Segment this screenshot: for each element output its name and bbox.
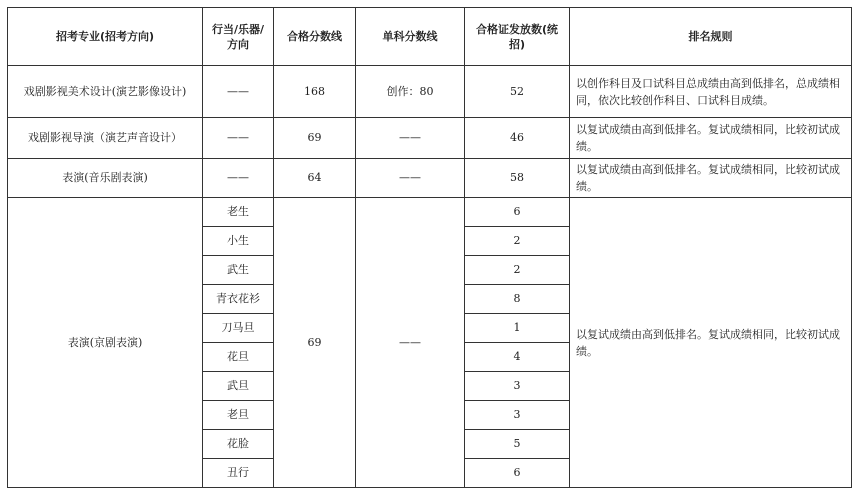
- category-cell: 青衣花衫: [203, 285, 274, 314]
- header-category: 行当/乐器/方向: [203, 8, 274, 66]
- single-score-cell: ——: [356, 118, 465, 159]
- category-cell: 武生: [203, 256, 274, 285]
- category-cell: 丑行: [203, 459, 274, 488]
- major-cell: 戏剧影视美术设计(演艺影像设计): [8, 66, 203, 118]
- category-cell: 花脸: [203, 430, 274, 459]
- category-cell: ——: [203, 118, 274, 159]
- single-score-cell: 创作：80: [356, 66, 465, 118]
- category-cell: 老旦: [203, 401, 274, 430]
- table-row: [8, 198, 852, 227]
- pass-score-cell: 69: [274, 118, 356, 159]
- ranking-rule-cell: 以复试成绩由高到低排名。复试成绩相同，比较初试成绩。: [570, 118, 852, 159]
- cert-count-cell: 3: [465, 401, 570, 430]
- cert-count-cell: 52: [465, 66, 570, 118]
- table-row: [8, 159, 852, 198]
- header-pass-score: 合格分数线: [274, 8, 356, 66]
- ranking-rule-cell: 以创作科目及口试科目总成绩由高到低排名，总成绩相同，依次比较创作科目、口试科目成绩。: [570, 66, 852, 118]
- cert-count-cell: 2: [465, 227, 570, 256]
- cert-count-cell: 58: [465, 159, 570, 198]
- single-score-cell: ——: [356, 198, 465, 488]
- pass-score-cell: 69: [274, 198, 356, 488]
- header-row: [8, 8, 852, 66]
- cert-count-cell: 2: [465, 256, 570, 285]
- cert-count-cell: 6: [465, 459, 570, 488]
- cert-count-cell: 46: [465, 118, 570, 159]
- category-cell: 武旦: [203, 372, 274, 401]
- category-cell: ——: [203, 159, 274, 198]
- category-cell: 花旦: [203, 343, 274, 372]
- major-cell: 戏剧影视导演（演艺声音设计）: [8, 118, 203, 159]
- cert-count-cell: 4: [465, 343, 570, 372]
- pass-score-cell: 168: [274, 66, 356, 118]
- header-major: 招考专业(招考方向): [8, 8, 203, 66]
- cert-count-cell: 6: [465, 198, 570, 227]
- single-score-cell: ——: [356, 159, 465, 198]
- header-cert-count: 合格证发放数(统招): [465, 8, 570, 66]
- pass-score-cell: 64: [274, 159, 356, 198]
- category-cell: 老生: [203, 198, 274, 227]
- admission-table: [7, 7, 852, 488]
- header-ranking-rule: 排名规则: [570, 8, 852, 66]
- category-cell: 小生: [203, 227, 274, 256]
- cert-count-cell: 5: [465, 430, 570, 459]
- cert-count-cell: 8: [465, 285, 570, 314]
- cert-count-cell: 3: [465, 372, 570, 401]
- table-row: [8, 66, 852, 118]
- ranking-rule-cell: 以复试成绩由高到低排名。复试成绩相同，比较初试成绩。: [570, 159, 852, 198]
- table-row: [8, 118, 852, 159]
- category-cell: 刀马旦: [203, 314, 274, 343]
- cert-count-cell: 1: [465, 314, 570, 343]
- header-single-score: 单科分数线: [356, 8, 465, 66]
- ranking-rule-cell: 以复试成绩由高到低排名。复试成绩相同，比较初试成绩。: [570, 198, 852, 488]
- major-cell: 表演(音乐剧表演): [8, 159, 203, 198]
- major-cell: 表演(京剧表演): [8, 198, 203, 488]
- category-cell: ——: [203, 66, 274, 118]
